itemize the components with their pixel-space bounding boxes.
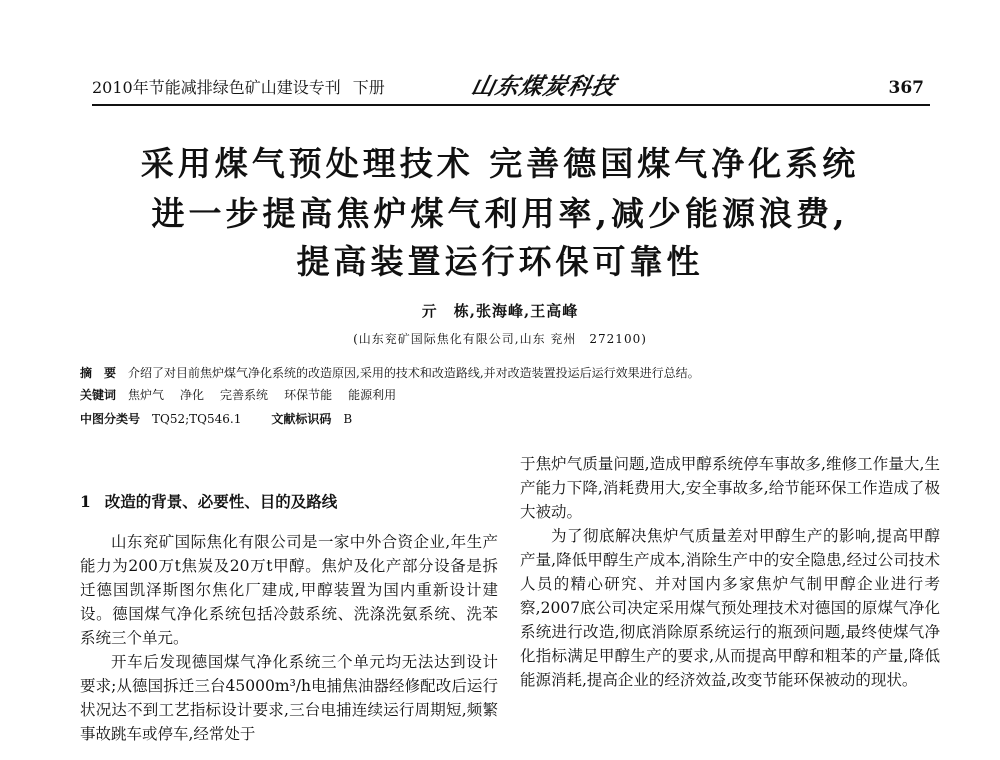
keyword: 环保节能: [284, 388, 333, 402]
left-column: [80, 530, 498, 746]
keywords-label: 关键词: [80, 388, 117, 402]
journal-issue: 下册: [352, 78, 385, 97]
section-heading: [80, 490, 337, 512]
authors: 亓 栋,张海峰,王高峰: [421, 302, 579, 320]
abstract-label: 摘 要: [80, 366, 117, 380]
header-rule: [92, 104, 930, 106]
keyword: 焦炉气: [128, 388, 165, 402]
journal-logo: 山东煤炭科技: [468, 73, 619, 100]
abstract: [80, 364, 700, 381]
journal-name: 2010年节能减排绿色矿山建设专刊: [92, 78, 341, 97]
keyword: 完善系统: [220, 388, 269, 402]
body-paragraph: 山东兖矿国际焦化有限公司是一家中外合资企业,年生产能力为200万t焦炭及20万t甲醇。焦炉及化产部分设备是拆迁德国凯泽斯图尔焦化厂建成,甲醇装置为国内重新设计建设。德国煤气净化系统包括冷鼓系统、洗涤洗氨系统、洗苯系统三个单元。: [80, 533, 498, 647]
page-number: 367: [888, 78, 924, 98]
classification: [80, 410, 352, 427]
doc-code: B: [343, 412, 353, 426]
affiliation: (山东兖矿国际焦化有限公司,山东 兖州 272100): [353, 332, 647, 346]
classification-label: 中图分类号: [80, 412, 141, 426]
title-line-2: 进一步提高焦炉煤气利用率,减少能源浪费,: [151, 194, 849, 233]
right-column: [520, 452, 940, 692]
body-paragraph: 为了彻底解决焦炉气质量差对甲醇生产的影响,提高甲醇产量,降低甲醇生产成本,消除生产中的安全隐患,经过公司技术人员的精心研究、并对国内多家焦炉气制甲醇企业进行考察,2007底公司决定采用煤气预处理技术对德国的原煤气净化系统进行改造,彻底消除原系统运行的瓶颈问题,最终使煤气净化指标满足甲醇生产的要求,从而提高甲醇和粗苯的产量,降低能源消耗,提高企业的经济效益,改变节能环保被动的现状。: [520, 527, 940, 689]
keyword: 能源利用: [348, 388, 397, 402]
abstract-text: 介绍了对目前焦炉煤气净化系统的改造原因,采用的技术和改造路线,并对改造装置投运后运行效果进行总结。: [128, 366, 700, 380]
title-line-1: 采用煤气预处理技术 完善德国煤气净化系统: [140, 144, 860, 183]
body-paragraph: 于焦炉气质量问题,造成甲醇系统停车事故多,维修工作量大,生产能力下降,消耗费用大,安全事故多,给节能环保工作造成了极大被动。: [520, 455, 940, 521]
classification-value: TQ52;TQ546.1: [152, 412, 242, 426]
journal-title: [92, 75, 385, 98]
keyword: 净化: [180, 388, 205, 402]
section-number: 1: [80, 492, 91, 511]
keywords: [80, 386, 412, 403]
doc-code-label: 文献标识码: [271, 412, 332, 426]
section-title: 改造的背景、必要性、目的及路线: [104, 492, 338, 511]
body-paragraph: 开车后发现德国煤气净化系统三个单元均无法达到设计要求;从德国拆迁三台45000m³/h电捕焦油器经修配改后运行状况达不到工艺指标设计要求,三台电捕连续运行周期短,频繁事故跳车或停车,经常处于: [80, 653, 498, 743]
title-line-3: 提高装置运行环保可靠性: [296, 242, 704, 281]
page-header: [92, 62, 932, 102]
